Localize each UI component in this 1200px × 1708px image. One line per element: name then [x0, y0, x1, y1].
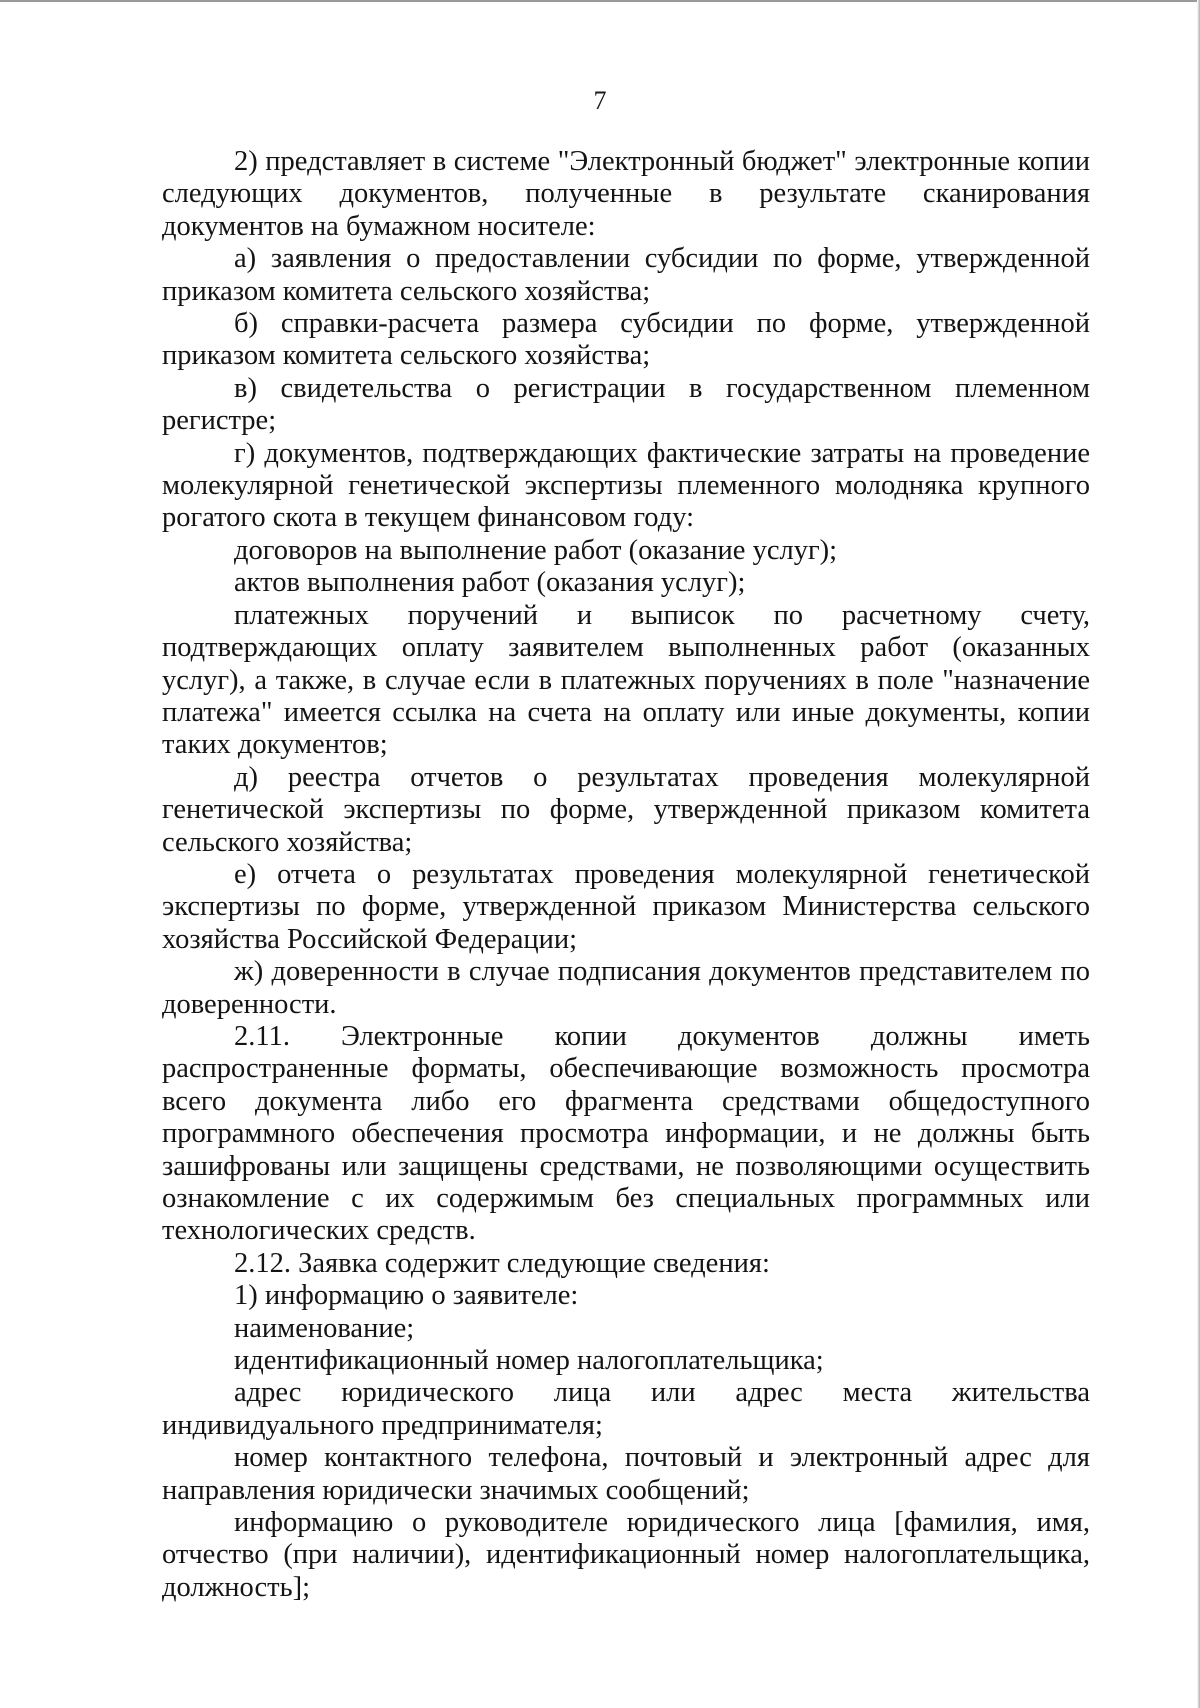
- document-body: [162, 146, 1090, 1604]
- paragraph: 2) представляет в системе "Электронный бюджет" электронные копии следующих документов, полученные в результате сканирования документов на бумажном носителе:: [162, 146, 1090, 242]
- paragraph: информацию о руководителе юридического лица [фамилия, имя, отчество (при наличии), идентификационный номер налогоплательщика, должность];: [162, 1507, 1090, 1603]
- paragraph: договоров на выполнение работ (оказание услуг);: [234, 534, 838, 566]
- paragraph: д) реестра отчетов о результатах проведения молекулярной генетической экспертизы по форме, утвержденной приказом комитета сельского хозяйства;: [162, 761, 1090, 858]
- paragraph: 2.12. Заявка содержит следующие сведения:: [234, 1247, 770, 1279]
- paragraph: а) заявления о предоставлении субсидии по форме, утвержденной приказом комитета сельского хозяйства;: [162, 243, 1090, 307]
- paragraph: в) свидетельства о регистрации в государственном племенном регистре;: [162, 372, 1090, 437]
- paragraph: е) отчета о результатах проведения молекулярной генетической экспертизы по форме, утвержденной приказом Министерства сельского хозяйства Российской Федерации;: [162, 858, 1090, 955]
- paragraph: актов выполнения работ (оказания услуг);: [234, 567, 746, 599]
- paragraph: 2.11. Электронные копии документов должны иметь распространенные форматы, обеспечивающие возможность просмотра всего документа либо его фрагмента средствами общедоступного программного обеспечения просмотра информации, и не должны быть зашифрованы или защищены средствами, не позволяющими осуществить ознакомление с их содержимым без специальных программных или технологических средств.: [162, 1020, 1090, 1247]
- paragraph: номер контактного телефона, почтовый и электронный адрес для направления юридически значимых сообщений;: [162, 1442, 1090, 1506]
- paragraph: г) документов, подтверждающих фактические затраты на проведение молекулярной генетической экспертизы племенного молодняка крупного рогатого скота в текущем финансовом году:: [162, 437, 1090, 534]
- paragraph: платежных поручений и выписок по расчетному счету, подтверждающих оплату заявителем выполненных работ (оказанных услуг), а также, в случае если в платежных поручениях в поле "назначение платежа" имеется ссылка на счета на оплату или иные документы, копии таких документов;: [162, 599, 1090, 761]
- paragraph: идентификационный номер налогоплательщика;: [234, 1345, 824, 1377]
- paragraph: 1) информацию о заявителе:: [234, 1280, 579, 1312]
- page-number: 7: [593, 86, 607, 115]
- paragraph: ж) доверенности в случае подписания документов представителем по доверенности.: [162, 956, 1090, 1020]
- paragraph: наименование;: [234, 1312, 415, 1344]
- paragraph: адрес юридического лица или адрес места жительства индивидуального предпринимателя;: [162, 1377, 1090, 1441]
- scan-top-edge: [0, 0, 1200, 2]
- paragraph: б) справки-расчета размера субсидии по форме, утвержденной приказом комитета сельского хозяйства;: [162, 308, 1090, 372]
